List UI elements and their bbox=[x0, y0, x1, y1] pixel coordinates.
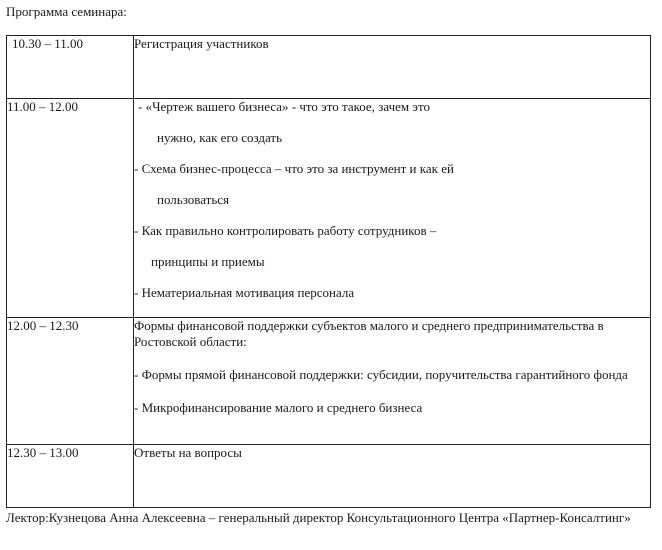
table-row bbox=[7, 318, 651, 445]
agenda-item-continuation: принципы и приемы bbox=[151, 254, 265, 269]
agenda-item: - Микрофинансирование малого и среднего бизнеса bbox=[134, 400, 423, 415]
agenda-item: Формы финансовой поддержки субъектов малого и среднего предпринимательства в Ростовской области: bbox=[134, 318, 604, 349]
lecturer-note: Лектор:Кузнецова Анна Алексеевна – генеральный директор Консультационного Центра «Партнер-Консалтинг» bbox=[6, 510, 631, 525]
agenda-item: - «Чертеж вашего бизнеса» - что это такое, зачем это bbox=[138, 99, 430, 114]
time-cell: 12.30 – 13.00 bbox=[7, 445, 134, 508]
agenda-item: - Как правильно контролировать работу сотрудников – bbox=[134, 223, 437, 238]
table-row bbox=[7, 36, 651, 99]
time-cell: 11.00 – 12.00 bbox=[7, 99, 134, 318]
seminar-program-table bbox=[6, 35, 651, 508]
time-cell: 12.00 – 12.30 bbox=[7, 318, 134, 445]
agenda-item: - Нематериальная мотивация персонала bbox=[134, 285, 355, 300]
description-cell bbox=[134, 318, 651, 445]
agenda-item: Ответы на вопросы bbox=[134, 445, 242, 460]
description-cell bbox=[134, 36, 651, 99]
agenda-item-continuation: нужно, как его создать bbox=[157, 130, 283, 145]
time-cell: 10.30 – 11.00 bbox=[7, 36, 134, 99]
table-row bbox=[7, 99, 651, 318]
agenda-item: - Формы прямой финансовой поддержки: субсидии, поручительства гарантийного фонда bbox=[134, 367, 628, 382]
description-cell bbox=[134, 445, 651, 508]
agenda-item-continuation: пользоваться bbox=[157, 192, 230, 207]
page-title: Программа семинара: bbox=[6, 4, 127, 19]
agenda-item: Регистрация участников bbox=[134, 36, 269, 51]
table-row bbox=[7, 445, 651, 508]
description-cell bbox=[134, 99, 651, 318]
agenda-item: - Схема бизнес-процесса – что это за инструмент и как ей bbox=[134, 161, 454, 176]
